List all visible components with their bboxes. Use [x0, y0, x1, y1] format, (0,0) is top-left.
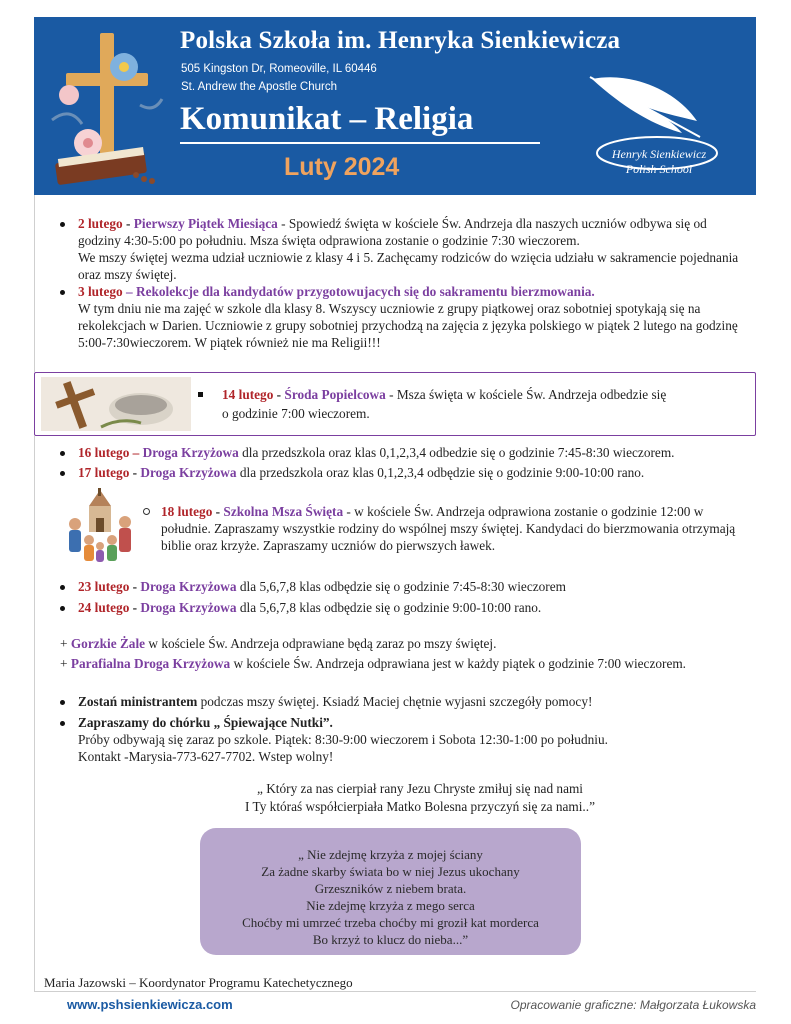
website-link[interactable]: www.pshsienkiewicza.com: [67, 997, 233, 1012]
event-text: - Msza święta w kościele Św. Andrzeja odbedzie się: [385, 387, 667, 402]
event-date: 14 lutego: [222, 387, 274, 402]
event-date: 23 lutego: [78, 579, 130, 594]
dash: -: [122, 216, 134, 231]
invites-block: [50, 693, 750, 765]
event-text: dla 5,6,7,8 klas odbędzie się o godzinie 7:45-8:30 wieczorem: [236, 579, 566, 594]
event-text: w kościele Św. Andrzeja odprawiane będą zaraz po mszy świętej.: [145, 636, 497, 651]
invite-text: Próby odbywają się zaraz po szkole. Piątek: 8:30-9:00 wieczorem i Sobota 12:30-1:00 po południu.: [78, 732, 608, 747]
page-title: Komunikat – Religia: [180, 101, 474, 137]
event-text: We mszy świętej wezma udział uczniowie z klasy 4 i 5. Zachęcamy rodziców do wzięcia udziału w sakramencie pojednania oraz mszy świętej.: [78, 250, 739, 282]
event-date: 16 lutego: [78, 445, 130, 460]
event-text: dla przedszkola oraz klas 0,1,2,3,4 odbedzie się o godzinie 7:45-8:30 wieczorem.: [238, 445, 675, 460]
event-name: Droga Krzyżowa: [140, 465, 237, 480]
contact-text: Kontakt -Marysia-773-627-7702. Wstep wolny!: [78, 749, 334, 764]
list-item: [198, 385, 718, 423]
header-banner: [34, 17, 756, 195]
poem-line: Bo krzyż to klucz do nieba...”: [312, 932, 469, 947]
event-date: 2 lutego: [78, 216, 123, 231]
list-item: [60, 635, 760, 652]
list-item: [50, 215, 750, 283]
list-item: [60, 655, 760, 672]
poem-line: Choćby mi umrzeć trzeba choćby mi groził kat morderca: [242, 915, 539, 930]
invite-title: Zostań ministrantem: [78, 694, 198, 709]
bullet-icon: [60, 606, 65, 611]
invite-text: podczas mszy świętej. Ksiadź Maciej chętnie wyjasni szczegóły pomocy!: [197, 694, 593, 709]
list-item: [50, 599, 750, 616]
dash: -: [129, 600, 141, 615]
event-name: Szkolna Msza Święta: [223, 504, 344, 519]
poem-line: Grzeszników z niebem brata.: [314, 881, 467, 896]
bullet-icon: [60, 585, 65, 590]
poem-text: [200, 846, 581, 948]
logo-text-school: Polish School: [625, 162, 693, 176]
poem-line: Nie zdejmę krzyża z mego serca: [306, 898, 475, 913]
event-date: 18 lutego: [161, 504, 213, 519]
event-text: - Spowiedź święta w kościele Św. Andrzeja dla naszych uczniów odbywa się od godziny 4:30-5:00 po południu. Msza święta odprawiona zostanie o godzinie 7:30 wieczorem.: [78, 216, 707, 248]
bullet-icon: [60, 222, 65, 227]
list-item: [50, 444, 750, 461]
plus-marker: +: [60, 636, 71, 651]
event-name: Droga Krzyżowa: [142, 445, 239, 460]
bullet-icon: [60, 451, 65, 456]
school-address: 505 Kingston Dr, Romeoville, IL 60446: [181, 63, 377, 75]
plus-marker: +: [60, 656, 71, 671]
cross-bible-illustration: [44, 25, 174, 190]
dash: -: [129, 465, 141, 480]
list-item: [50, 578, 750, 595]
coordinator-signature: Maria Jazowski – Koordynator Programu Katechetycznego: [44, 975, 353, 990]
family-church-image: [63, 488, 138, 566]
event-date: 17 lutego: [78, 465, 130, 480]
events-block-stations: [50, 444, 750, 481]
church-name: St. Andrew the Apostle Church: [181, 81, 337, 93]
event-name: Droga Krzyżowa: [140, 579, 237, 594]
list-item: [50, 464, 750, 481]
bullet-icon: [60, 700, 65, 705]
poem-line: „ Nie zdejmę krzyża z mojej ściany: [298, 847, 483, 862]
quote-line: I Ty któraś współcierpiała Matko Bolesna przyczyń się za nami..”: [245, 799, 595, 814]
dash: -: [212, 504, 224, 519]
logo-text-name: Henryk Sienkiewicz: [611, 147, 707, 161]
dash: -: [129, 579, 141, 594]
list-item: [50, 714, 750, 765]
invite-title: Zapraszamy do chórku „ Śpiewające Nutki”.: [78, 715, 333, 730]
event-text: dla przedszkola oraz klas 0,1,2,3,4 odbędzie się o godzinie 9:00-10:00 rano.: [236, 465, 645, 480]
title-underline: [180, 142, 540, 144]
bullet-icon: [60, 471, 65, 476]
event-text: - w kościele Św. Andrzeja odprawiona zostanie o godzinie 12:00 w południe. Zapraszamy wszystkie rodziny do wspólnej mszy świętej. Kandydaci do bierzmowania otrzymają biblie oraz krzyże. Zapraszamy uczniów do pierwszych ławek.: [161, 504, 736, 553]
event-date: 3 lutego: [78, 284, 123, 299]
event-text: w kościele Św. Andrzeja odprawiana jest w każdy piątek o godzinie 7:00 wieczorem.: [230, 656, 687, 671]
bullet-icon: [60, 721, 65, 726]
ashes-cross-image: [41, 377, 191, 431]
left-border-rule: [34, 195, 35, 372]
event-name: Parafialna Droga Krzyżowa: [70, 656, 231, 671]
dash: –: [129, 445, 143, 460]
list-item: [143, 503, 738, 554]
month-label: Luty 2024: [284, 153, 400, 181]
events-block-stations-older: [50, 578, 750, 616]
ash-wednesday-box: [34, 372, 756, 436]
event-name: Droga Krzyżowa: [140, 600, 237, 615]
event-text: W tym dniu nie ma zajęć w szkole dla klasy 8. Wszyscy uczniowie z grupy piątkowej oraz sobotniej spotykają się na rekolekcjach w Darien. Uczniowie z grupy sobotniej przychodzą na zajęcia z języka polskiego w piątek 2 lutego na godzinę 5:00-7:30wieczorem. W piątek również nie ma Religii!!!: [78, 301, 738, 350]
bullet-circle-icon: [143, 508, 150, 515]
prayer-quote: [160, 780, 680, 816]
extras-block: [60, 635, 760, 672]
bullet-icon: [60, 290, 65, 295]
list-item: [50, 283, 750, 351]
events-block-top: [50, 215, 750, 351]
footer-divider: [34, 991, 756, 992]
poem-line: Za żadne skarby świata bo w niej Jezus ukochany: [261, 864, 520, 879]
event-text: dla 5,6,7,8 klas odbędzie się o godzinie 9:00-10:00 rano.: [236, 600, 542, 615]
event-name: Gorzkie Żale: [70, 636, 146, 651]
event-date: 24 lutego: [78, 600, 130, 615]
list-item: [50, 693, 750, 710]
event-text: o godzinie 7:00 wieczorem.: [222, 406, 370, 421]
bullet-icon: [198, 392, 203, 397]
event-name: Środa Popielcowa: [284, 387, 386, 402]
left-border-rule: [34, 436, 35, 991]
events-block-mass: [143, 503, 738, 554]
graphic-credit: Opracowanie graficzne: Małgorzata Łukowska: [510, 998, 756, 1012]
dash: -: [273, 387, 285, 402]
event-name: Pierwszy Piątek Miesiąca: [133, 216, 278, 231]
school-name: Polska Szkoła im. Henryka Sienkiewicza: [180, 27, 621, 54]
quote-line: „ Który za nas cierpiał rany Jezu Chryste zmiłuj się nad nami: [256, 781, 584, 796]
event-name: – Rekolekcje dla kandydatów przygotowujacych się do sakramentu bierzmowania.: [122, 284, 595, 299]
